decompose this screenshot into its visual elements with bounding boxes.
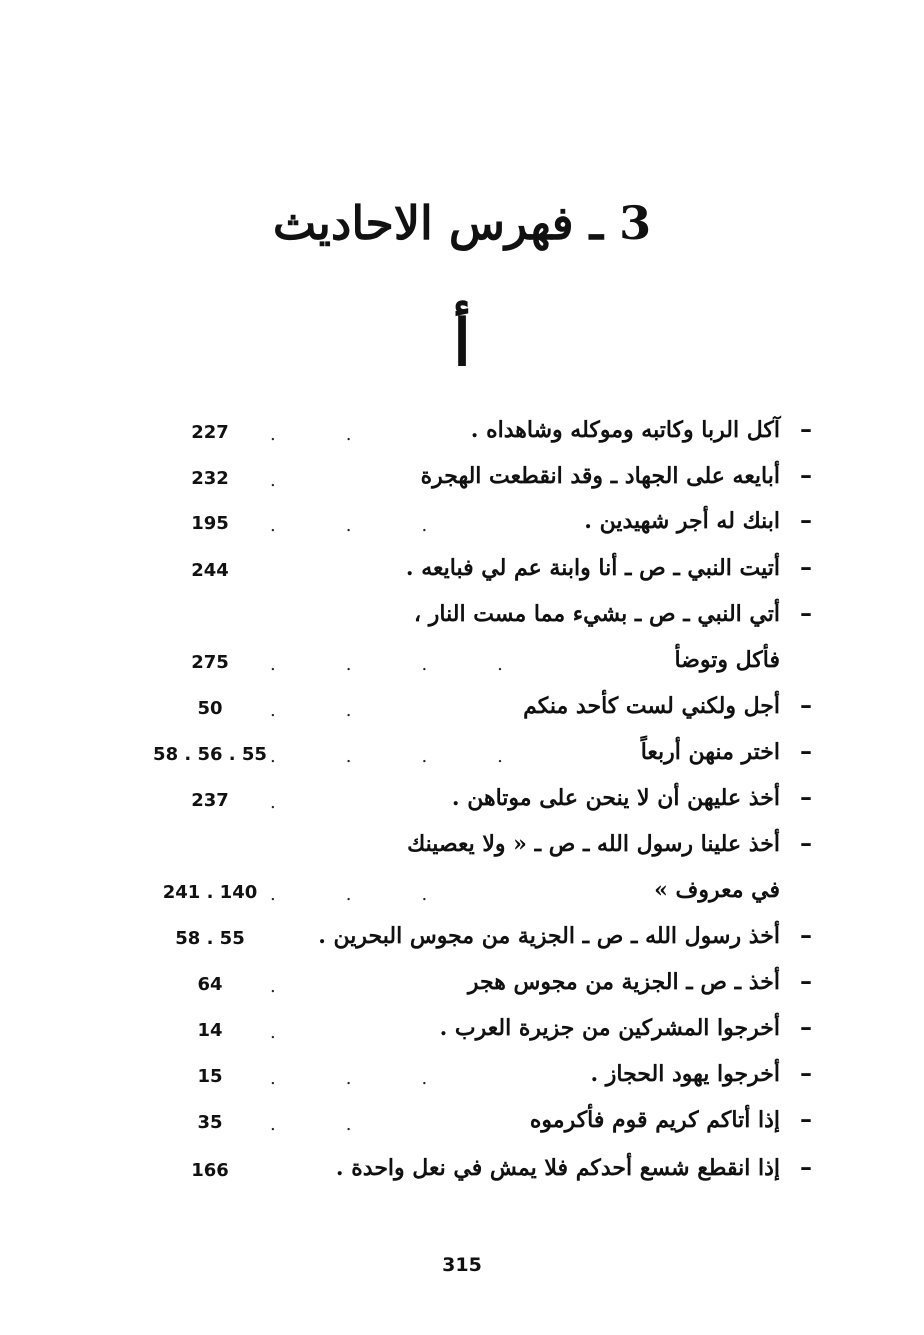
page-number: 315 xyxy=(442,1254,482,1276)
entry-dash: – xyxy=(800,828,812,857)
entry-page: 14 xyxy=(197,1020,223,1041)
leader-dots: .. xyxy=(270,700,422,721)
entry-dash: – xyxy=(800,1058,812,1087)
leader-dots: . xyxy=(270,1022,346,1043)
entry-text: أخذ رسول الله ـ ص ـ الجزية من مجوس البحرين . xyxy=(318,923,780,949)
entry-text: في معروف » xyxy=(654,877,780,903)
index-entry xyxy=(150,550,820,590)
entry-text: إذا انقطع شسع أحدكم فلا يمش في نعل واحدة . xyxy=(335,1155,780,1181)
entry-text: فأكل وتوضأ xyxy=(674,647,780,673)
leader-dots: . xyxy=(270,976,346,997)
entry-dash: – xyxy=(800,1012,812,1041)
index-entry xyxy=(150,1150,820,1190)
entry-text: أخذ ـ ص ـ الجزية من مجوس هجر xyxy=(467,969,780,995)
entry-dash: – xyxy=(800,920,812,949)
entry-page: 64 xyxy=(197,974,223,995)
entry-dash: – xyxy=(800,690,812,719)
entry-dash: – xyxy=(800,966,812,995)
leader-dots: . xyxy=(270,470,346,491)
entry-text: ابنك له أجر شهيدين . xyxy=(584,508,780,534)
entry-page: 227 xyxy=(191,422,229,443)
entry-page: 195 xyxy=(191,513,229,534)
index-entry xyxy=(150,412,820,452)
entry-page: 232 xyxy=(191,468,229,489)
entry-dash: – xyxy=(800,736,812,765)
index-entry xyxy=(150,964,820,1004)
entry-page: 50 xyxy=(197,698,223,719)
entry-page: 237 xyxy=(191,790,229,811)
index-entry xyxy=(150,596,820,636)
leader-dots: .... xyxy=(270,654,573,675)
index-entry xyxy=(150,1102,820,1142)
entry-page: 241 . 140 xyxy=(162,882,258,903)
leader-dots: . xyxy=(270,792,346,813)
entry-text: أتي النبي ـ ص ـ بشيء مما مست النار ، xyxy=(414,601,780,627)
entry-text: أخذ علينا رسول الله ـ ص ـ « ولا يعصينك xyxy=(407,831,780,857)
entry-text: أتيت النبي ـ ص ـ أنا وابنة عم لي فبايعه . xyxy=(405,555,780,581)
leader-dots: ... xyxy=(270,1068,498,1089)
index-entry xyxy=(150,1010,820,1050)
index-entry xyxy=(150,734,820,774)
entry-dash: – xyxy=(800,598,812,627)
leader-dots: ... xyxy=(270,884,498,905)
entry-dash: – xyxy=(800,460,812,489)
entry-text: أخرجوا يهود الحجاز . xyxy=(590,1061,780,1087)
leader-dots: .. xyxy=(270,424,422,445)
index-entry xyxy=(150,826,820,866)
entry-text: اختر منهن أربعاً xyxy=(640,739,780,765)
entry-dash: – xyxy=(800,505,812,534)
entry-page: 275 xyxy=(191,652,229,673)
entry-page: 166 xyxy=(191,1160,229,1181)
leader-dots: ... xyxy=(270,515,498,536)
index-title: 3 ـ فهرس الاحاديث xyxy=(272,196,652,250)
entry-dash: – xyxy=(800,1104,812,1133)
index-entry-continuation xyxy=(150,642,820,682)
index-entry xyxy=(150,458,820,498)
index-entry xyxy=(150,918,820,958)
index-entry xyxy=(150,503,820,543)
entry-text: أخرجوا المشركين من جزيرة العرب . xyxy=(439,1015,780,1041)
entry-text: أخذ عليهن أن لا ينحن على موتاهن . xyxy=(451,785,780,811)
entry-page: 58 . 56 . 55 xyxy=(153,744,267,765)
entry-dash: – xyxy=(800,782,812,811)
index-entry-continuation xyxy=(150,872,820,912)
index-entry xyxy=(150,688,820,728)
entry-dash: – xyxy=(800,552,812,581)
entry-dash: – xyxy=(800,414,812,443)
entry-text: آكل الربا وكاتبه وموكله وشاهداه . xyxy=(470,417,780,443)
entry-text: أبايعه على الجهاد ـ وقد انقطعت الهجرة xyxy=(420,463,780,489)
leader-dots: .. xyxy=(270,1114,422,1135)
index-entry xyxy=(150,1056,820,1096)
entry-page: 58 . 55 xyxy=(175,928,245,949)
leader-dots: .... xyxy=(270,746,573,767)
entry-page: 35 xyxy=(197,1112,223,1133)
index-entry xyxy=(150,780,820,820)
entry-text: أجل ولكني لست كأحد منكم xyxy=(523,693,780,719)
entry-page: 244 xyxy=(191,560,229,581)
entry-page: 15 xyxy=(197,1066,223,1087)
section-letter: أ xyxy=(453,306,471,381)
entry-dash: – xyxy=(800,1152,812,1181)
entry-text: إذا أتاكم كريم قوم فأكرموه xyxy=(529,1107,780,1133)
